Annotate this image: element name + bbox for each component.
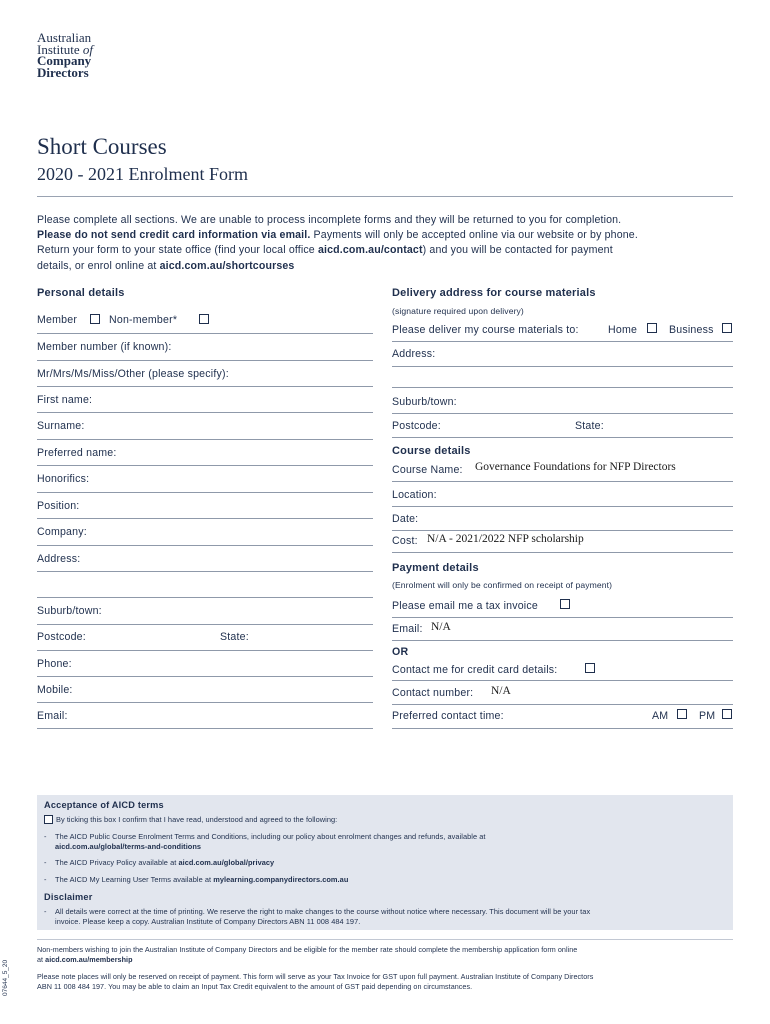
delivery-address-label: Address: [392, 348, 436, 360]
nonmember-label: Non-member* [109, 314, 178, 326]
shortcourses-link[interactable]: aicd.com.au/shortcourses [159, 259, 295, 272]
footer-payment-line-2: ABN 11 008 484 197. You may be able to claim an Input Tax Credit equivalent to the amount of GST paid depending on circumstances. [37, 982, 473, 991]
contact-link[interactable]: aicd.com.au/contact [317, 244, 423, 257]
intro-enrol-text: details, or enrol online at [37, 259, 160, 272]
address-label: Address: [37, 553, 81, 565]
terms-item-1 [55, 832, 486, 852]
company-field[interactable] [37, 545, 373, 546]
member-number-field[interactable] [37, 360, 373, 361]
address-field-2[interactable] [37, 597, 373, 598]
acceptance-heading: Acceptance of AICD terms [44, 800, 164, 810]
contact-cc-label: Contact me for credit card details: [392, 664, 558, 676]
intro-line-4 [37, 259, 737, 274]
title-label: Mr/Mrs/Ms/Miss/Other (please specify): [37, 368, 229, 380]
payment-details-heading: Payment details [392, 562, 479, 574]
member-line [37, 333, 373, 334]
title-field[interactable] [37, 386, 373, 387]
privacy-link[interactable]: aicd.com.au/global/privacy [178, 858, 275, 867]
deliver-to-label: Please deliver my course materials to: [392, 324, 579, 336]
payment-note: (Enrolment will only be confirmed on receipt of payment) [392, 580, 613, 590]
accept-terms-checkbox[interactable] [44, 815, 53, 824]
bullet-2: - [44, 858, 47, 867]
surname-field[interactable] [37, 439, 373, 440]
disclaimer-line-1: All details were correct at the time of printing. We reserve the right to make changes to the course without notice where necessary. This document will be your tax [55, 907, 591, 916]
first-name-label: First name: [37, 394, 93, 406]
course-name-value[interactable]: Governance Foundations for NFP Directors [475, 461, 676, 473]
course-name-field[interactable] [392, 481, 733, 482]
footer-divider [37, 939, 733, 940]
surname-label: Surname: [37, 420, 85, 432]
terms-item-3-text: The AICD My Learning User Terms available at [55, 875, 214, 884]
delivery-address-field-1[interactable] [392, 366, 733, 367]
aicd-logo [37, 32, 93, 78]
terms-conditions-link[interactable]: aicd.com.au/global/terms-and-conditions [55, 842, 202, 851]
delivery-suburb-field[interactable] [392, 413, 733, 414]
cost-value[interactable]: N/A - 2021/2022 NFP scholarship [427, 533, 584, 545]
bullet-3: - [44, 875, 47, 884]
payment-email-label: Email: [392, 623, 423, 635]
intro-line-1: Please complete all sections. We are unable to process incomplete forms and they will be returned to you for completion. [37, 214, 622, 226]
preferred-name-label: Preferred name: [37, 447, 117, 459]
logo-of: of [82, 41, 93, 57]
payment-email-value[interactable]: N/A [431, 621, 451, 633]
date-field[interactable] [392, 530, 733, 531]
mobile-field[interactable] [37, 702, 373, 703]
membership-link[interactable]: aicd.com.au/membership [45, 955, 133, 964]
personal-details-heading: Personal details [37, 287, 125, 299]
phone-label: Phone: [37, 658, 72, 670]
intro-contact-text: ) and you will be contacted for payment [422, 244, 613, 257]
footer-payment-note [37, 972, 593, 992]
disclaimer-heading: Disclaimer [44, 892, 93, 902]
form-code: 07644_5_20 [2, 959, 9, 996]
contact-number-label: Contact number: [392, 687, 474, 699]
delivery-state-label: State: [575, 420, 604, 432]
contact-number-field[interactable] [392, 704, 733, 705]
pm-label: PM [699, 710, 716, 722]
location-field[interactable] [392, 506, 733, 507]
mylearning-link[interactable]: mylearning.companydirectors.com.au [213, 875, 349, 884]
cost-label: Cost: [392, 535, 418, 547]
header-divider [37, 196, 733, 197]
postcode-state-field[interactable] [37, 650, 373, 651]
preferred-time-line [392, 728, 733, 729]
footer-payment-line-1: Please note places will only be reserved on receipt of payment. This form will serve as your Tax Invoice for GST upon full payment. Australian Institute of Company Directors [37, 972, 594, 981]
disclaimer-line-2: invoice. Please keep a copy. Australian Institute of Company Directors ABN 11 008 484 197. [55, 917, 361, 926]
am-checkbox[interactable] [677, 709, 687, 719]
footer-membership-line-1: Non-members wishing to join the Australian Institute of Company Directors and be eligible for the member rate should complete the membership application form online [37, 945, 578, 954]
contact-cc-line [392, 680, 733, 681]
mobile-label: Mobile: [37, 684, 73, 696]
intro-payment-text: Payments will only be accepted online via our website or by phone. [310, 229, 638, 242]
postcode-label: Postcode: [37, 631, 86, 643]
email-field[interactable] [37, 728, 373, 729]
terms-item-2 [55, 858, 274, 868]
contact-number-value[interactable]: N/A [491, 685, 511, 697]
state-label: State: [220, 631, 249, 643]
member-checkbox[interactable] [90, 314, 100, 324]
cost-field[interactable] [392, 552, 733, 553]
email-label: Email: [37, 710, 68, 722]
phone-field[interactable] [37, 676, 373, 677]
business-label: Business [669, 324, 714, 336]
intro-return-text: Return your form to your state office (find your local office [37, 244, 318, 257]
position-label: Position: [37, 500, 80, 512]
logo-line-1: Australian [37, 30, 92, 45]
position-field[interactable] [37, 518, 373, 519]
intro-line-3 [37, 243, 737, 258]
accept-terms-text: By ticking this box I confirm that I have read, understood and agreed to the following: [56, 815, 338, 824]
logo-line-3: Company [37, 53, 92, 68]
contact-cc-checkbox[interactable] [585, 663, 595, 673]
logo-line-4: Directors [37, 64, 89, 80]
member-label: Member [37, 314, 78, 326]
suburb-field[interactable] [37, 624, 373, 625]
am-label: AM [652, 710, 669, 722]
member-number-label: Member number (if known): [37, 341, 172, 353]
disclaimer-text [55, 907, 590, 927]
address-field-1[interactable] [37, 571, 373, 572]
location-label: Location: [392, 489, 437, 501]
nonmember-checkbox[interactable] [199, 314, 209, 324]
course-details-heading: Course details [392, 445, 471, 457]
payment-email-field[interactable] [392, 640, 733, 641]
preferred-name-field[interactable] [37, 465, 373, 466]
delivery-note: (signature required upon delivery) [392, 306, 524, 316]
first-name-field[interactable] [37, 412, 373, 413]
honorifics-label: Honorifics: [37, 473, 90, 485]
pm-checkbox[interactable] [722, 709, 732, 719]
date-label: Date: [392, 513, 419, 525]
delivery-postcode-label: Postcode: [392, 420, 441, 432]
honorifics-field[interactable] [37, 492, 373, 493]
business-checkbox[interactable] [722, 323, 732, 333]
footer-membership-at: at [37, 955, 46, 964]
terms-item-2-text: The AICD Privacy Policy available at [55, 858, 179, 867]
delivery-postcode-field[interactable] [392, 437, 733, 438]
terms-item-3 [55, 875, 348, 885]
intro-line-2 [37, 228, 737, 243]
delivery-address-field-2[interactable] [392, 387, 733, 388]
bullet-1: - [44, 832, 47, 841]
bullet-4: - [44, 907, 47, 916]
logo-institute: Institute [37, 41, 83, 57]
tax-invoice-checkbox[interactable] [560, 599, 570, 609]
footer-membership-note [37, 945, 577, 965]
preferred-time-label: Preferred contact time: [392, 710, 504, 722]
terms-item-1-text: The AICD Public Course Enrolment Terms and Conditions, including our policy about enrolment changes and refunds, available at [55, 832, 486, 841]
home-checkbox[interactable] [647, 323, 657, 333]
or-label: OR [392, 646, 409, 658]
tax-invoice-line [392, 617, 733, 618]
delivery-suburb-label: Suburb/town: [392, 396, 457, 408]
company-label: Company: [37, 526, 87, 538]
delivery-heading: Delivery address for course materials [392, 287, 596, 299]
no-credit-card-warning: Please do not send credit card information via email. [37, 229, 311, 242]
tax-invoice-label: Please email me a tax invoice [392, 600, 538, 612]
suburb-label: Suburb/town: [37, 605, 102, 617]
intro-text [37, 213, 737, 274]
page-subtitle: 2020 - 2021 Enrolment Form [37, 164, 248, 184]
deliver-to-line [392, 341, 733, 342]
page-title: Short Courses [37, 134, 167, 159]
home-label: Home [608, 324, 638, 336]
course-name-label: Course Name: [392, 464, 463, 476]
